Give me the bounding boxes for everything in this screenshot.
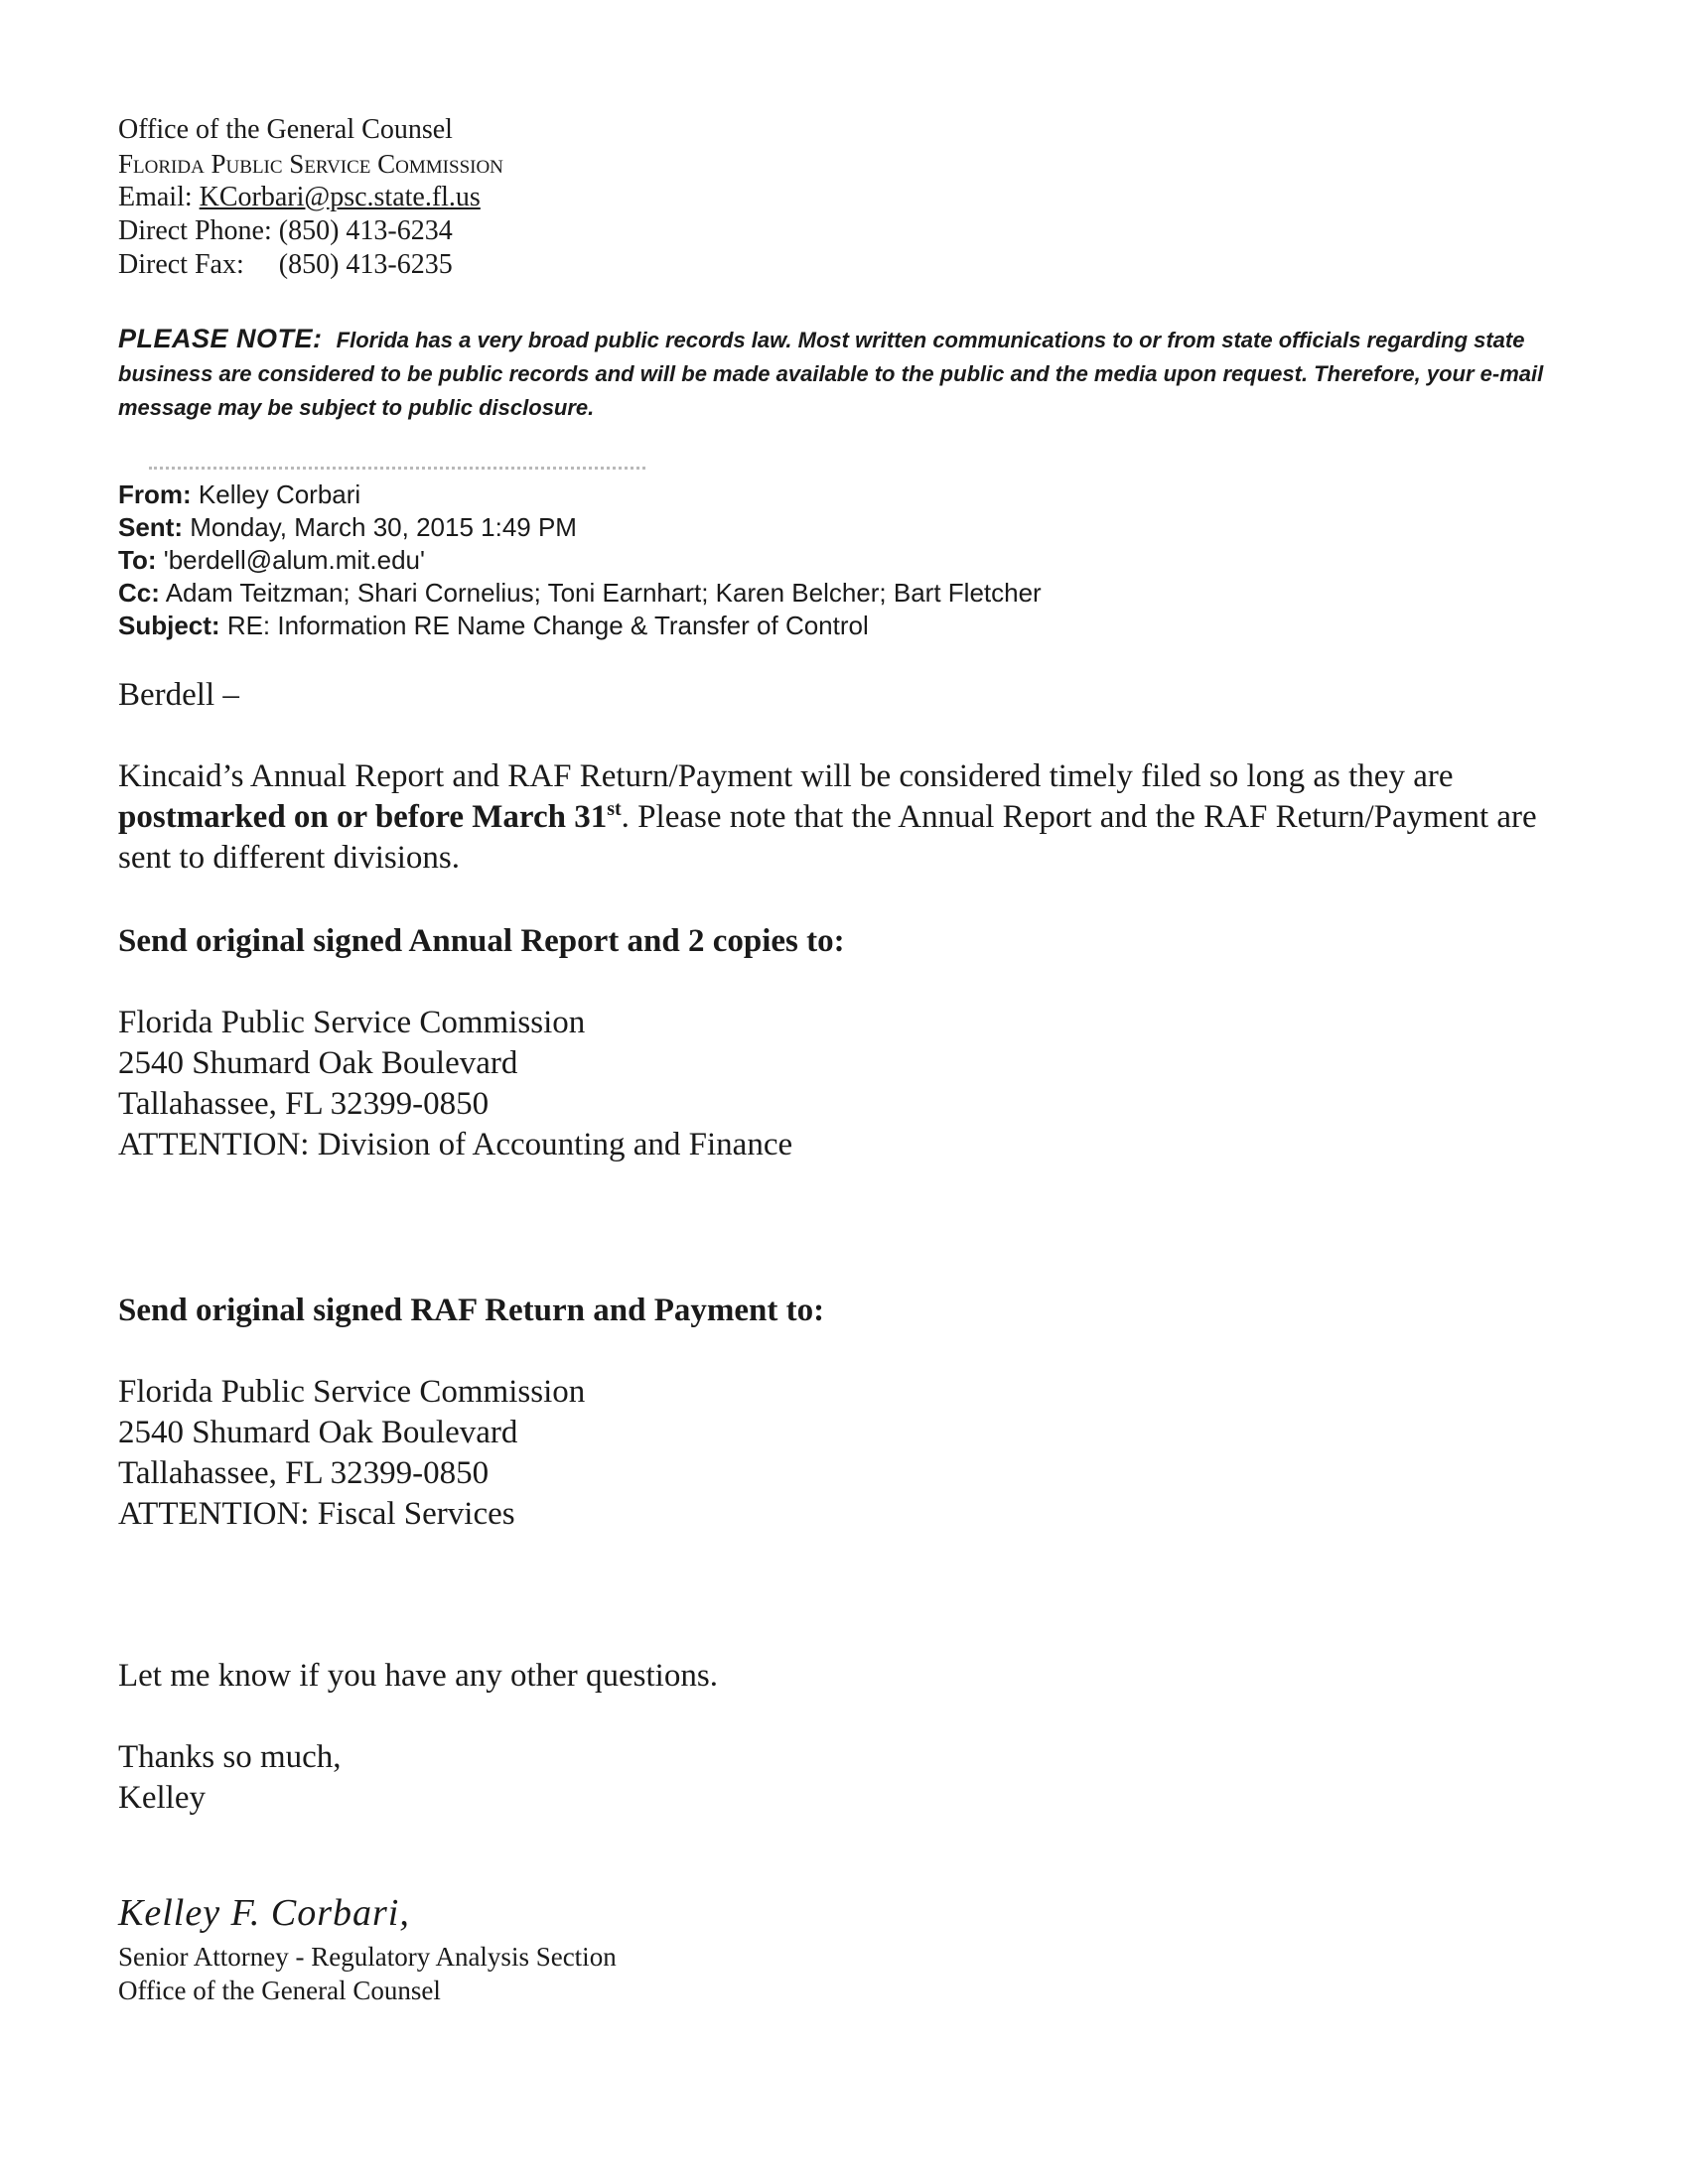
subject-line — [118, 610, 1042, 642]
subject-value: RE: Information RE Name Change & Transfer of Control — [226, 611, 869, 640]
address-line: Florida Public Service Commission — [118, 1374, 586, 1410]
sent-line — [118, 511, 1042, 544]
raf-heading: Send original signed RAF Return and Payment to: — [118, 1293, 825, 1328]
separator — [149, 467, 645, 474]
cc-line — [118, 577, 1042, 610]
address-line: Tallahassee, FL 32399-0850 — [118, 1455, 490, 1491]
address-attention: ATTENTION: Division of Accounting and Finance — [118, 1127, 793, 1162]
annual-report-address — [118, 1003, 792, 1165]
thanks-text: Thanks so much, — [118, 1739, 342, 1775]
to-value: 'berdell@alum.mit.edu' — [163, 545, 425, 575]
filing-paragraph — [118, 756, 1578, 879]
ordinal-suffix: st — [607, 798, 622, 820]
signature-title: Senior Attorney - Regulatory Analysis Section — [118, 1942, 617, 1972]
signature-office: Office of the General Counsel — [118, 1976, 441, 2005]
office-name: Office of the General Counsel — [118, 114, 453, 145]
signature-name: Kelley F. Corbari, — [118, 1892, 410, 1934]
sign-off — [118, 1737, 342, 1819]
first-name: Kelley — [118, 1780, 206, 1816]
para-end: . Please note that the Annual Report and the RAF Return/Payment are sent to different divisions. — [118, 799, 1537, 876]
subject-label: Subject: — [118, 611, 220, 640]
fax-number: (850) 413-6235 — [278, 249, 453, 280]
signature-block — [118, 1940, 617, 2007]
cc-value: Adam Teitzman; Shari Cornelius; Toni Earnhart; Karen Belcher; Bart Fletcher — [165, 578, 1042, 608]
phone-number: (850) 413-6234 — [278, 215, 453, 246]
address-attention: ATTENTION: Fiscal Services — [118, 1496, 515, 1532]
commission-name: Florida Public Service Commission — [118, 149, 503, 179]
fax-line — [118, 248, 503, 282]
annual-report-heading: Send original signed Annual Report and 2 copies to: — [118, 923, 845, 959]
address-line: 2540 Shumard Oak Boulevard — [118, 1415, 518, 1450]
sent-value: Monday, March 30, 2015 1:49 PM — [190, 512, 577, 542]
address-line: Tallahassee, FL 32399-0850 — [118, 1086, 490, 1122]
contact-header — [118, 113, 503, 282]
phone-line — [118, 214, 503, 248]
postmark-text: postmarked on or before March 31 — [118, 799, 608, 835]
greeting: Berdell – — [118, 677, 239, 713]
notice-text: Florida has a very broad public records law. Most written communications to or from state officials regarding state business are considered to be public records and will be made available to the public and the media upon request. Therefore, your e-mail message may be subject to public disclosure. — [118, 328, 1544, 420]
notice-lead: PLEASE NOTE: — [118, 324, 323, 353]
to-label: To: — [118, 545, 157, 575]
fax-label: Direct Fax: — [118, 249, 244, 280]
sent-label: Sent: — [118, 512, 183, 542]
from-value: Kelley Corbari — [198, 479, 361, 509]
email-link[interactable]: KCorbari@psc.state.fl.us — [199, 182, 481, 212]
from-label: From: — [118, 479, 192, 509]
raf-address — [118, 1372, 585, 1535]
address-line: Florida Public Service Commission — [118, 1005, 586, 1040]
email-line — [118, 181, 503, 214]
public-records-notice — [118, 322, 1578, 425]
address-line: 2540 Shumard Oak Boulevard — [118, 1045, 518, 1081]
from-line — [118, 478, 1042, 511]
email-label: Email: — [118, 182, 193, 212]
closing-line: Let me know if you have any other questions. — [118, 1658, 718, 1694]
postmark-deadline — [118, 799, 622, 835]
phone-label: Direct Phone: — [118, 215, 272, 246]
to-line — [118, 544, 1042, 577]
cc-label: Cc: — [118, 578, 160, 608]
para-start: Kincaid’s Annual Report and RAF Return/Payment will be considered timely filed so long as they are — [118, 758, 1454, 794]
email-meta — [118, 478, 1042, 642]
